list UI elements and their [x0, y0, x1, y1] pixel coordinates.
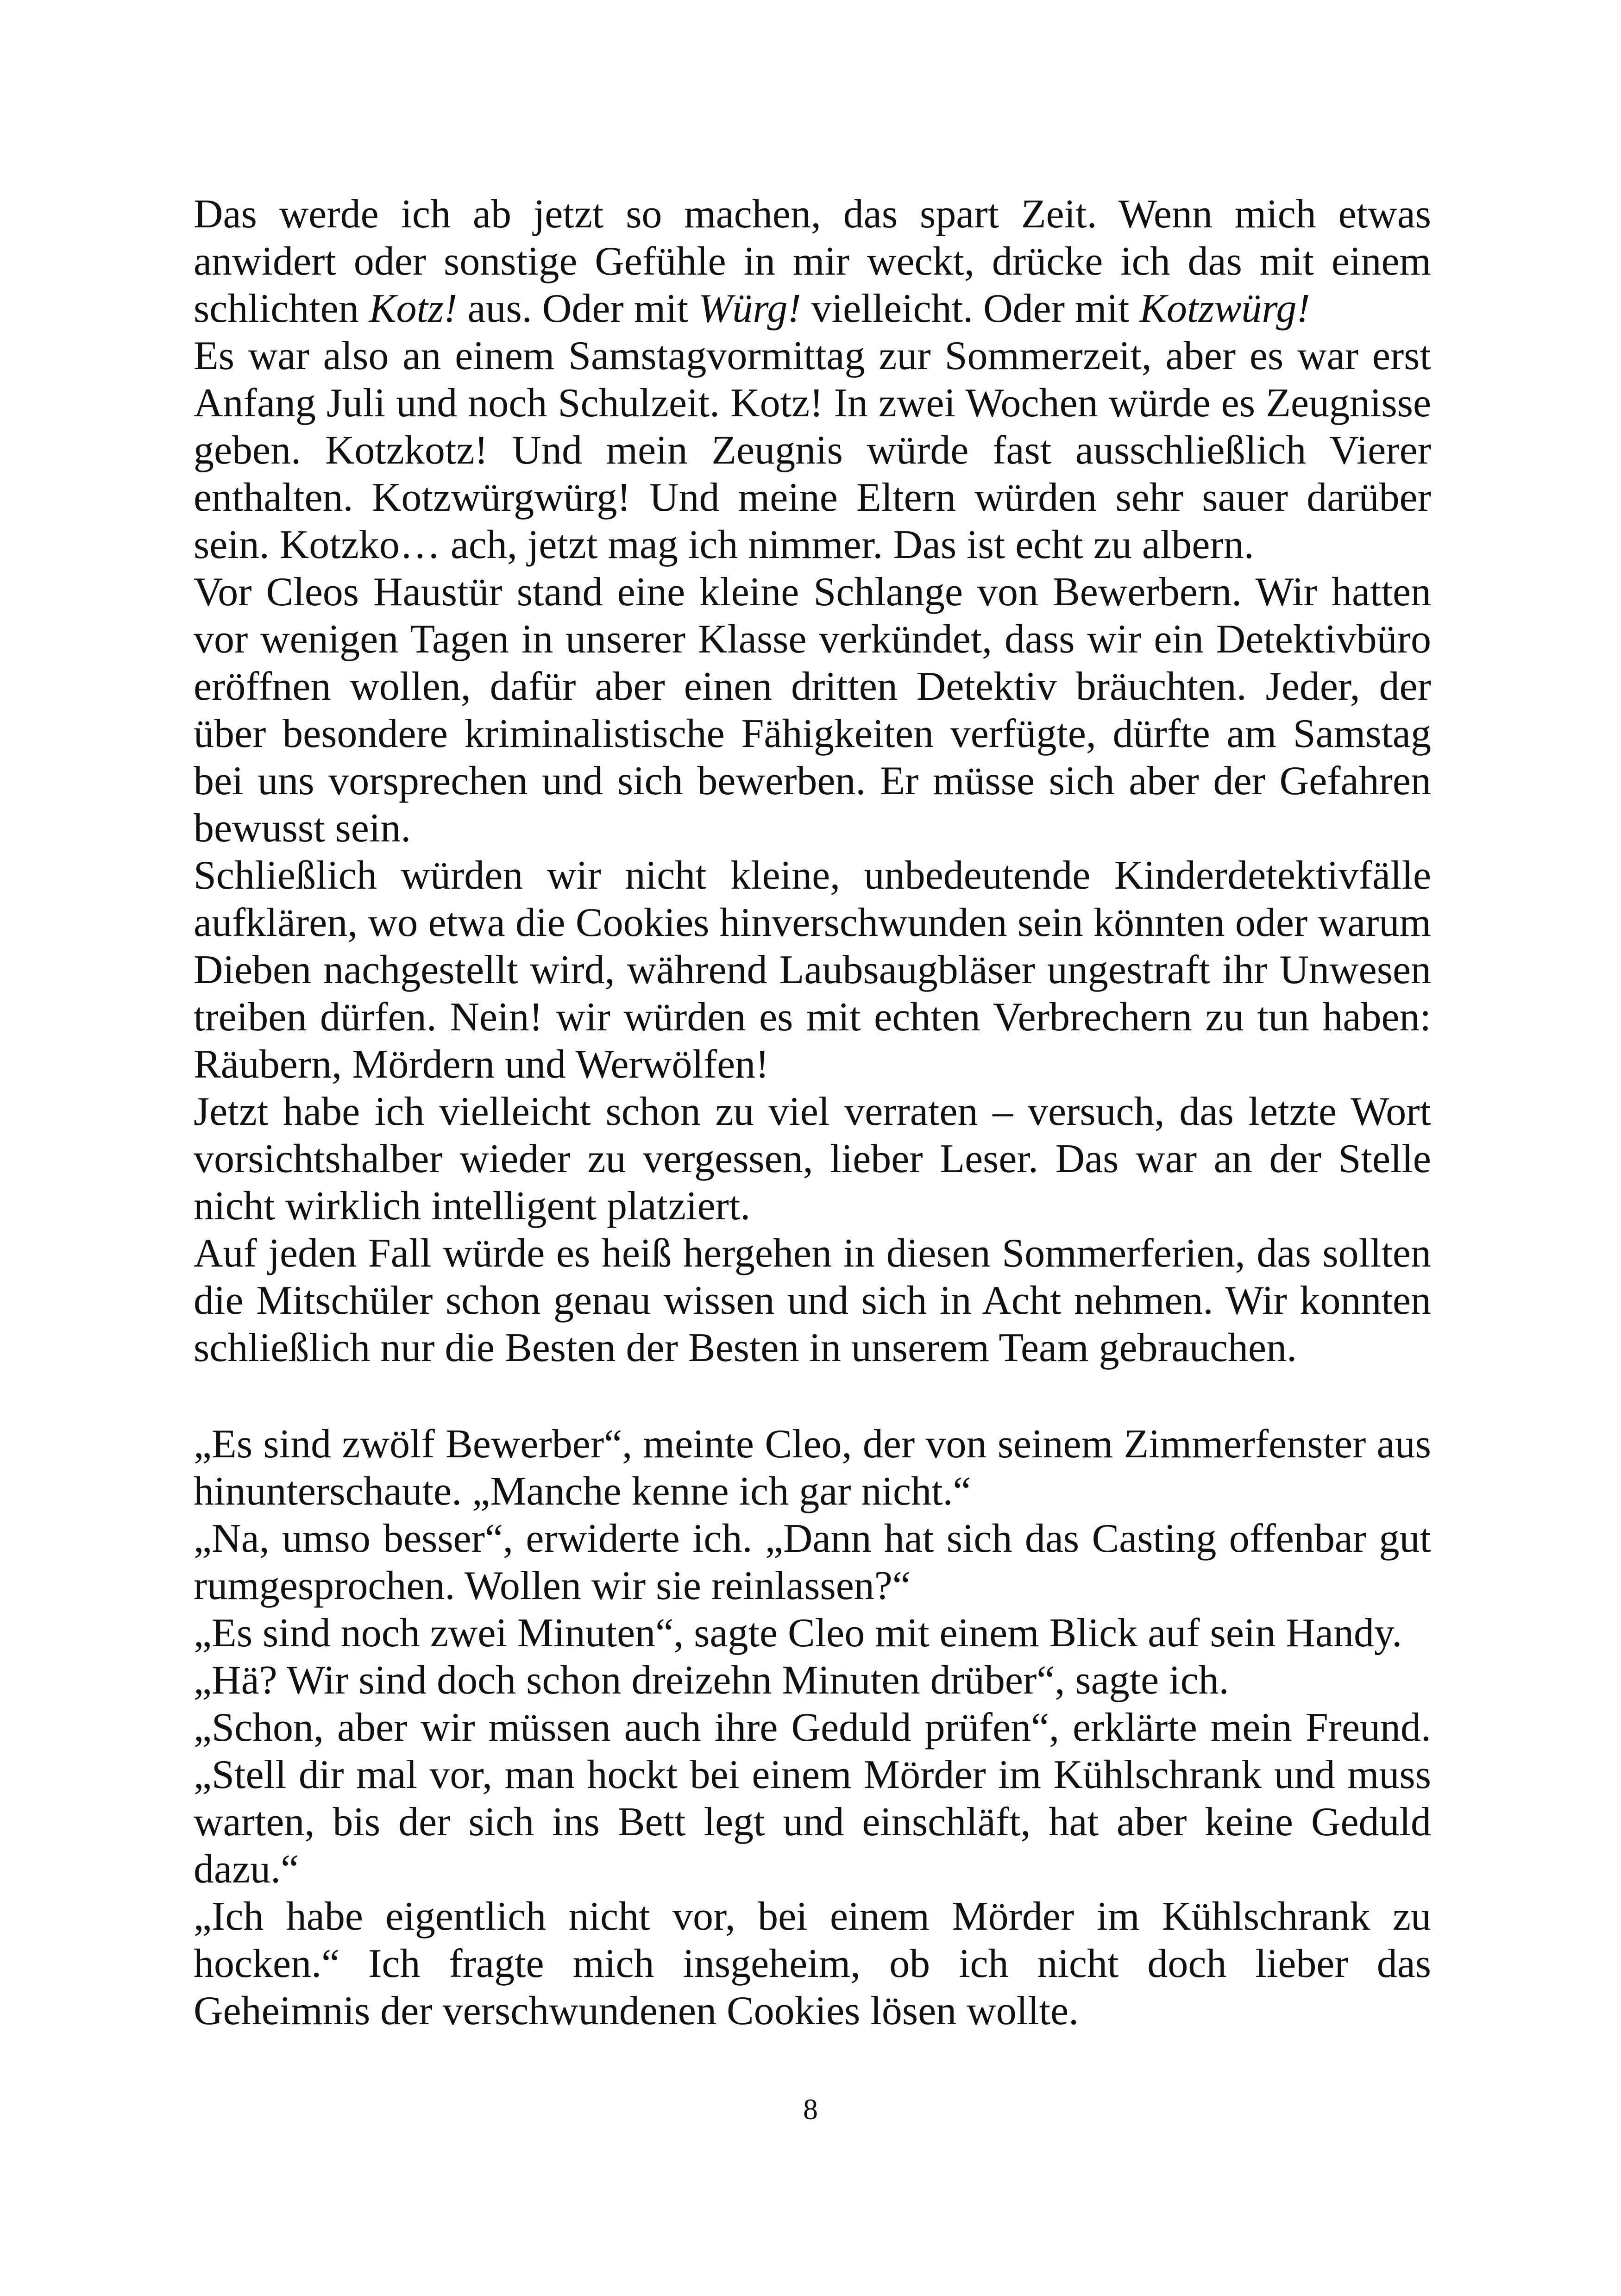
dialogue-paragraph-1: „Es sind zwölf Bewerber“, meinte Cleo, der von seinem Zimmerfenster aus hinunterschaute. „Manche kenne ich gar nicht.“ — [194, 1422, 1431, 1514]
dialogue-paragraph-2: „Na, umso besser“, erwiderte ich. „Dann hat sich das Casting offenbar gut rumgesprochen. Wollen wir sie reinlassen?“ — [194, 1516, 1431, 1608]
paragraph-4: Schließlich würden wir nicht kleine, unbedeutende Kinderdetektivfälle aufklären, wo etwa die Cookies hinverschwunden sein könnten oder warum Dieben nachgestellt wird, während Laubsaugbläser ungestraft ihr Unwesen treiben dürfen. Nein! wir würden es mit echten Verbrechern zu tun haben: Räubern, Mördern und Werwölfen! — [194, 853, 1431, 1087]
italic-kotz: Kotz! — [369, 286, 458, 331]
italic-wuerg: Würg! — [698, 286, 801, 331]
page-number: 8 — [803, 2093, 818, 2126]
dialogue-paragraph-6: „Ich habe eigentlich nicht vor, bei einem Mörder im Kühlschrank zu hocken.“ Ich fragte mich insgeheim, ob ich nicht doch lieber das Geheimnis der verschwundenen Cookies lösen wollte. — [194, 1894, 1431, 2033]
paragraph-5: Jetzt habe ich vielleicht schon zu viel verraten – versuch, das letzte Wort vorsichtshalber wieder zu vergessen, lieber Leser. Das war an der Stelle nicht wirklich intelligent platziert. — [194, 1089, 1431, 1229]
paragraph-2: Es war also an einem Samstagvormittag zur Sommerzeit, aber es war erst Anfang Juli und noch Schulzeit. Kotz! In zwei Wochen würde es Zeugnisse geben. Kotzkotz! Und mein Zeugnis würde fast ausschließlich Vierer enthalten. Kotzwürgwürg! Und meine Eltern würden sehr sauer darüber sein. Kotzko… ach, jetzt mag ich nimmer. Das ist echt zu albern. — [194, 333, 1431, 567]
paragraph-3: Vor Cleos Haustür stand eine kleine Schlange von Bewerbern. Wir hatten vor wenigen Tagen in unserer Klasse verkündet, dass wir ein Detektivbüro eröffnen wollen, dafür aber einen dritten Detektiv bräuchten. Jeder, der über besondere kriminalistische Fähigkeiten verfügte, dürfte am Samstag bei uns vorsprechen und sich bewerben. Er müsse sich aber der Gefahren bewusst sein. — [194, 570, 1431, 851]
paragraph-1-text-c: vielleicht. Oder mit — [801, 286, 1140, 331]
paragraph-1-text-a: Das werde ich ab jetzt so machen, das spart Zeit. Wenn mich etwas anwidert oder sonstige Gefühle in mir weckt, drücke ich das mit einem schlichten — [194, 192, 1431, 331]
paragraph-1-text-b: aus. Oder mit — [457, 286, 699, 331]
paragraph-1 — [194, 191, 1431, 332]
dialogue-paragraph-5: „Schon, aber wir müssen auch ihre Geduld prüfen“, erklärte mein Freund. „Stell dir mal vor, man hockt bei einem Mörder im Kühlschrank und muss warten, bis der sich ins Bett legt und einschläft, hat aber keine Geduld dazu.“ — [194, 1705, 1431, 1892]
text-section-1 — [194, 191, 1431, 1372]
dialogue-paragraph-4: „Hä? Wir sind doch schon dreizehn Minuten drüber“, sagte ich. — [194, 1658, 1229, 1703]
dialogue-paragraph-3: „Es sind noch zwei Minuten“, sagte Cleo mit einem Blick auf sein Handy. — [194, 1611, 1402, 1656]
text-section-2 — [194, 1421, 1431, 2035]
italic-kotzwuerg: Kotzwürg! — [1139, 286, 1310, 331]
paragraph-6: Auf jeden Fall würde es heiß hergehen in diesen Sommerferien, das sollten die Mitschüler schon genau wissen und sich in Acht nehmen. Wir konnten schließlich nur die Besten der Besten in unserem Team gebrauchen. — [194, 1231, 1431, 1370]
